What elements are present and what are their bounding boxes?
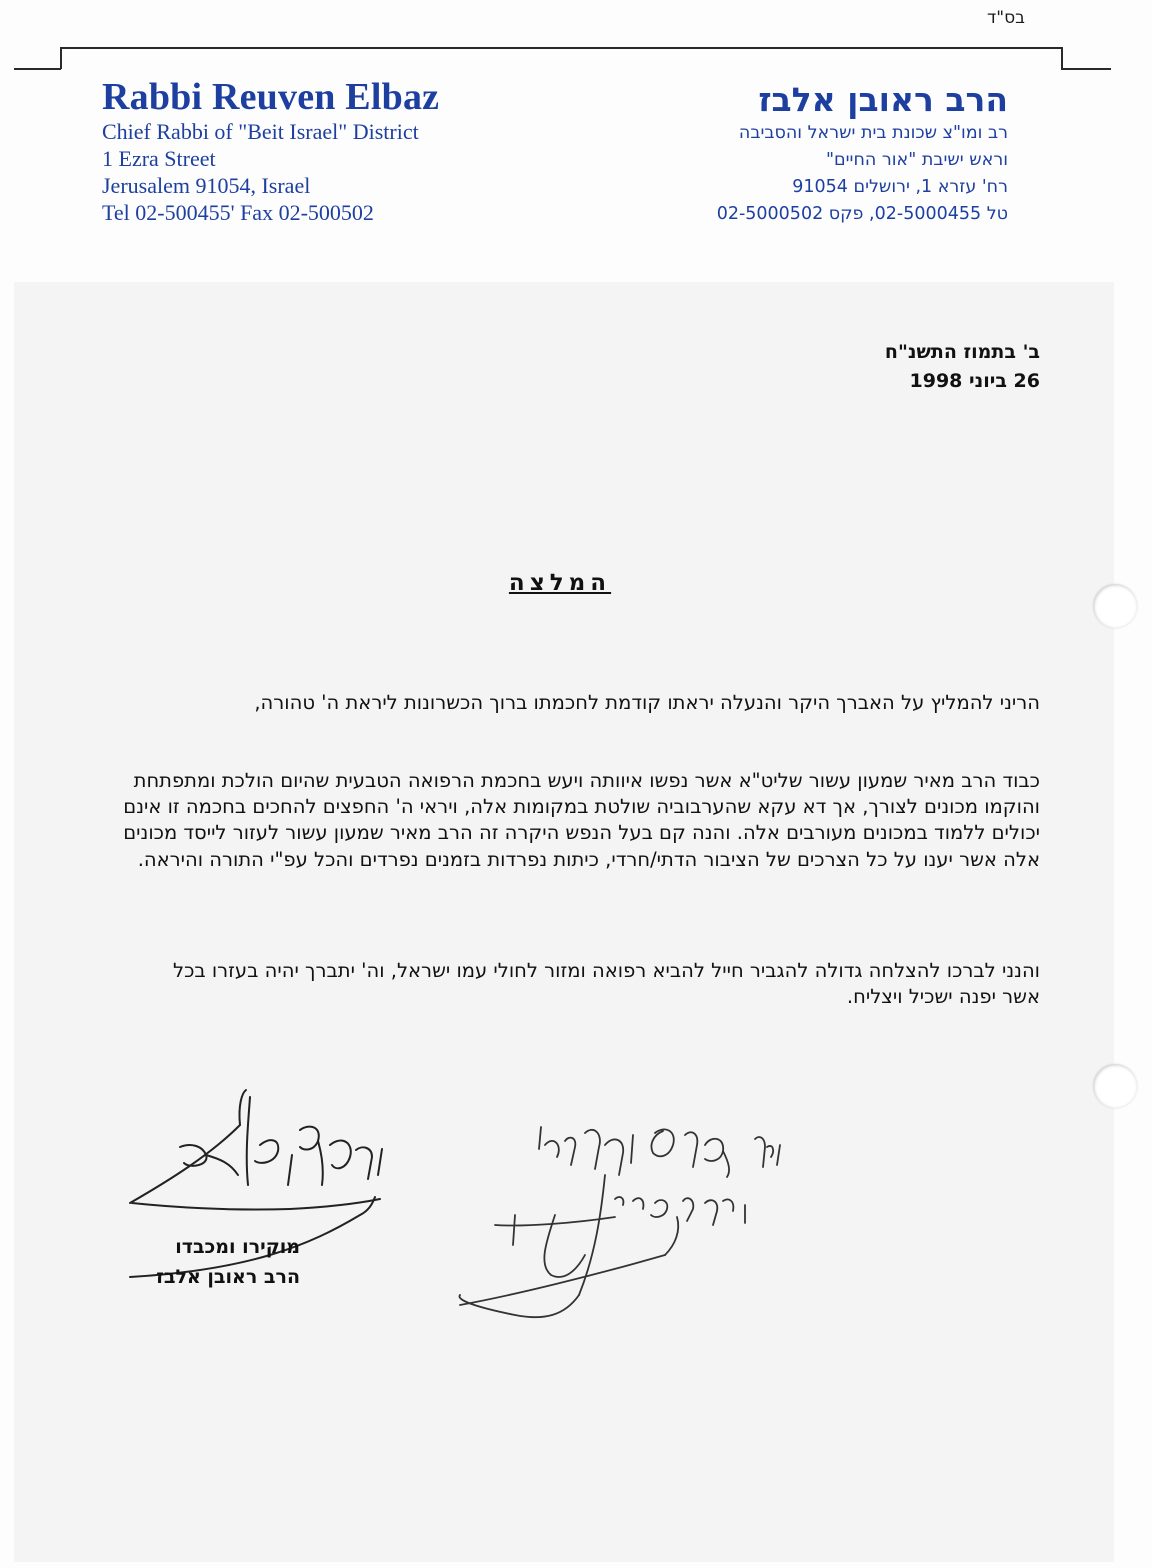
letterhead-rule-left-drop [60,47,62,69]
letterhead-hebrew [568,80,1008,228]
letterhead-english-name: Rabbi Reuven Elbaz [102,76,440,118]
corner-note: בס"ד [987,8,1025,28]
letterhead-rule-right-tail [1061,68,1111,70]
letterhead-hebrew-line2: וראש ישיבת "אור החיים" [825,150,1008,170]
letterhead-hebrew-line3: רח' עזרא 1, ירושלים 91054 [792,177,1008,197]
letterhead-hebrew-line1: רב ומו"צ שכונת בית ישראל והסביבה [738,123,1008,143]
letterhead-english-title: Chief Rabbi of "Beit Israel" District [102,119,419,144]
punch-hole-upper [1093,584,1137,628]
letterhead-rule-right-drop [1061,47,1063,69]
letterhead-rule-top [60,47,1062,49]
body-paragraph-1: הריני להמליץ על האברך היקר והנעלה יראתו קודמת לחכמתו ברוך הכשרונות ליראת ה' טהורה, [254,691,1040,714]
paper-background [14,282,1114,1562]
date-hebrew: ב' בתמוז התשנ"ח [884,341,1040,363]
letterhead-english-contact: Tel 02-500455' Fax 02-500502 [102,200,374,225]
letterhead-rule-left-tail [14,68,61,70]
body-paragraph-3: והנני לברכו להצלחה גדולה להגביר חייל להביא רפואה ומזור לחולי עמו ישראל, וה' יתברך יהיה בעזרו בכל אשר יפנה ישכיל ויצליח. [172,959,1040,1009]
closing-block [100,1232,300,1292]
letter-date [740,338,1040,396]
letterhead-hebrew-name: הרב ראובן אלבז [758,80,1008,119]
body-paragraph-2: כבוד הרב מאיר שמעון עשור שליט"א אשר נפשו איוותה ויעש בחכמת הרפואה הטבעית שהיום הולכת ומתפתחת והוקמו מכונים לצורך, אך דא עקא שהערבוביה שולטת במקומות אלה, ויראי ה' החפצים להחכים בחכמה זו אינם יכולים ללמוד במכונים מעורבים אלה. והנה קם בעל הנפש היקרה זה הרב מאיר שמעון עשור לעזור לייסד מכונים אלה אשר יענו על כל הצרכים של הציבור הדתי/חרדי, כיתות נפרדות בזמנים נפרדים והכל עפ"י התורה והיראה. [123,769,1040,871]
letterhead-english [102,76,522,226]
closing-line-1: מוקירו ומכבדו [175,1236,300,1258]
signature-concurring [455,1105,795,1335]
closing-line-2: הרב ראובן אלבז [156,1266,300,1288]
letterhead-hebrew-line4: טל 02-5000455, פקס 02-5000502 [716,204,1008,224]
date-gregorian: 26 ביוני 1998 [909,370,1040,392]
letterhead-english-city: Jerusalem 91054, Israel [102,173,311,198]
punch-hole-lower [1093,1064,1137,1108]
letter-title: המלצה [508,570,612,596]
letterhead-english-street: 1 Ezra Street [102,146,216,171]
